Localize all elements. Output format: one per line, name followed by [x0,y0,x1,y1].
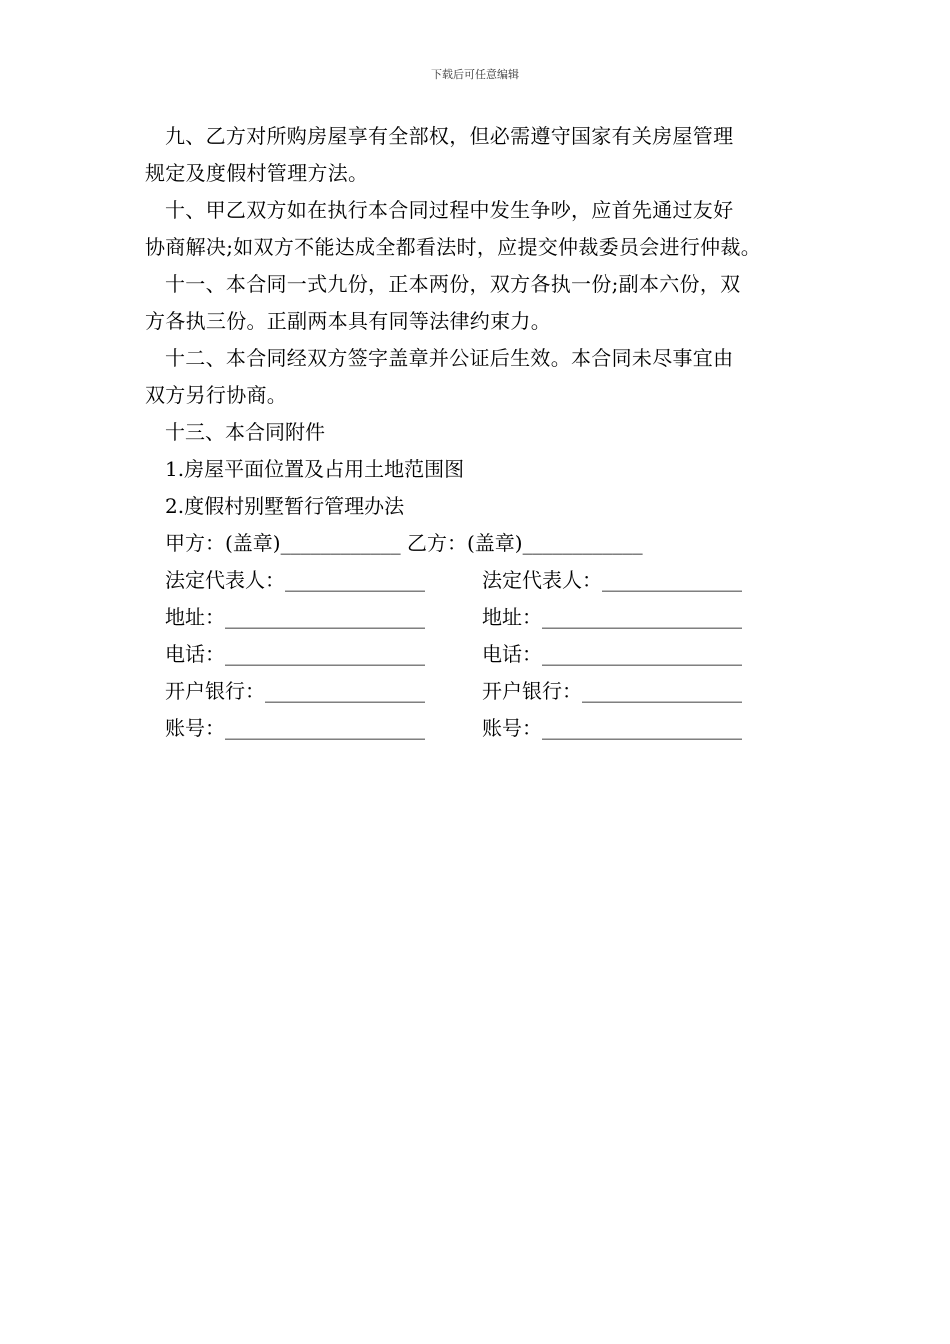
signature-row-address [145,599,807,636]
clause-9-line-1: 九、乙方对所购房屋享有全部权，但必需遵守国家有关房屋管理 [165,124,734,148]
clause-12-line-1: 十二、本合同经双方签字盖章并公证后生效。本合同未尽事宜由 [165,346,734,370]
signature-row-representative [145,562,807,599]
clause-11-line-2: 方各执三份。正副两本具有同等法律约束力。 [145,309,551,333]
party-b-representative: 法定代表人：______________ [482,568,742,592]
clause-10-line-1: 十、甲乙双方如在执行本合同过程中发生争吵，应首先通过友好 [165,198,734,222]
attachment-item-1: 1.房屋平面位置及占用土地范围图 [165,457,465,481]
clause-11 [145,266,807,340]
attachments-title: 十三、本合同附件 [165,420,325,444]
party-a-seal: 甲方：(盖章)____________ [165,531,401,555]
signature-row-phone [145,636,807,673]
clause-12 [145,340,807,414]
clause-10 [145,192,807,266]
party-b-phone: 电话：____________________ [482,642,742,666]
party-seal-row [145,525,807,562]
signature-row-account [145,710,807,747]
party-b-bank: 开户银行：________________ [482,679,742,703]
signature-row-bank [145,673,807,710]
party-a-representative: 法定代表人：______________ [165,568,425,592]
clause-9-line-2: 规定及度假村管理方法。 [145,161,369,185]
party-b-address: 地址：____________________ [482,605,742,629]
party-a-address: 地址：____________________ [165,605,425,629]
clause-10-line-2: 协商解决;如双方不能达成全都看法时，应提交仲裁委员会进行仲裁。 [145,235,762,259]
party-a-bank: 开户银行：________________ [165,679,425,703]
party-b-account: 账号：____________________ [482,716,742,740]
page-header: 下载后可任意编辑 [431,68,519,81]
party-a-phone: 电话：____________________ [165,642,425,666]
party-a-account: 账号：____________________ [165,716,425,740]
party-b-seal: 乙方：(盖章)____________ [406,531,643,555]
attachment-item-2: 2.度假村别墅暂行管理办法 [165,494,405,518]
clause-11-line-1: 十一、本合同一式九份，正本两份，双方各执一份;副本六份，双 [165,272,741,296]
clause-9 [145,118,807,192]
clause-12-line-2: 双方另行协商。 [145,383,288,407]
contract-body [145,118,807,747]
